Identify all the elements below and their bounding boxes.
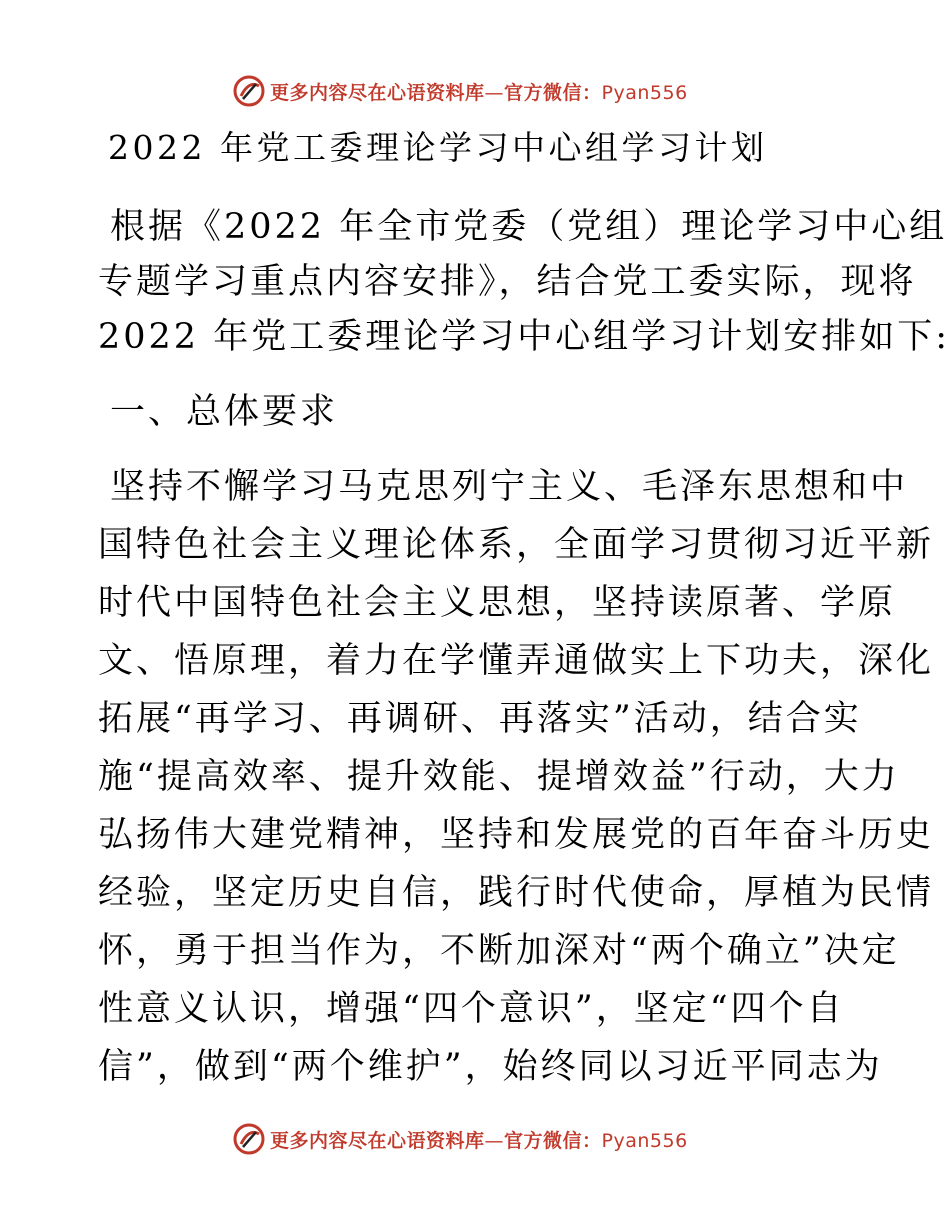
body-line-6: 时代中国特色社会主义思想，坚持读原著、学原 — [98, 583, 897, 623]
body-line-1: 根据《2022 年全市党委（党组）理论学习中心组 — [110, 207, 948, 247]
document-title: 2022 年党工委理论学习中心组学习计划 — [108, 128, 768, 167]
watermark-sub-text: 官方微信： — [504, 1129, 602, 1152]
section-heading: 一、总体要求 — [110, 392, 339, 432]
watermark-dash: — — [484, 81, 505, 104]
watermark-main-text: 更多内容尽在心语资料库 — [270, 81, 485, 104]
body-line-8: 拓展“再学习、再调研、再落实”活动，结合实 — [98, 699, 862, 739]
body-line-7: 文、悟原理，着力在学懂弄通做实上下功夫，深化 — [98, 641, 935, 681]
watermark-id: Pyan556 — [601, 81, 688, 104]
watermark-main-text: 更多内容尽在心语资料库 — [270, 1129, 485, 1152]
body-line-9: 施“提高效率、提升效能、提增效益”行动，大力 — [98, 757, 900, 797]
watermark-dash: — — [484, 1129, 505, 1152]
watermark-logo-icon — [232, 1122, 266, 1156]
body-line-3: 2022 年党工委理论学习中心组学习计划安排如下: — [98, 317, 950, 357]
body-line-14: 信”，做到“两个维护”，始终同以习近平同志为 — [98, 1047, 883, 1087]
body-line-13: 性意义认识，增强“四个意识”，坚定“四个自 — [98, 989, 845, 1029]
watermark-logo-icon — [232, 74, 266, 108]
watermark-sub-text: 官方微信： — [504, 81, 602, 104]
body-line-5: 国特色社会主义理论体系，全面学习贯彻习近平新 — [98, 525, 935, 565]
footer-watermark — [232, 1122, 688, 1156]
header-watermark — [232, 74, 688, 108]
body-line-12: 怀，勇于担当作为，不断加深对“两个确立”决定 — [98, 931, 900, 971]
body-line-10: 弘扬伟大建党精神，坚持和发展党的百年奋斗历史 — [98, 815, 935, 855]
body-line-2: 专题学习重点内容安排》，结合党工委实际，现将 — [98, 262, 917, 302]
watermark-id: Pyan556 — [601, 1129, 688, 1152]
body-line-11: 经验，坚定历史自信，践行时代使命，厚植为民情 — [98, 873, 935, 913]
body-line-4: 坚持不懈学习马克思列宁主义、毛泽东思想和中 — [110, 467, 909, 507]
